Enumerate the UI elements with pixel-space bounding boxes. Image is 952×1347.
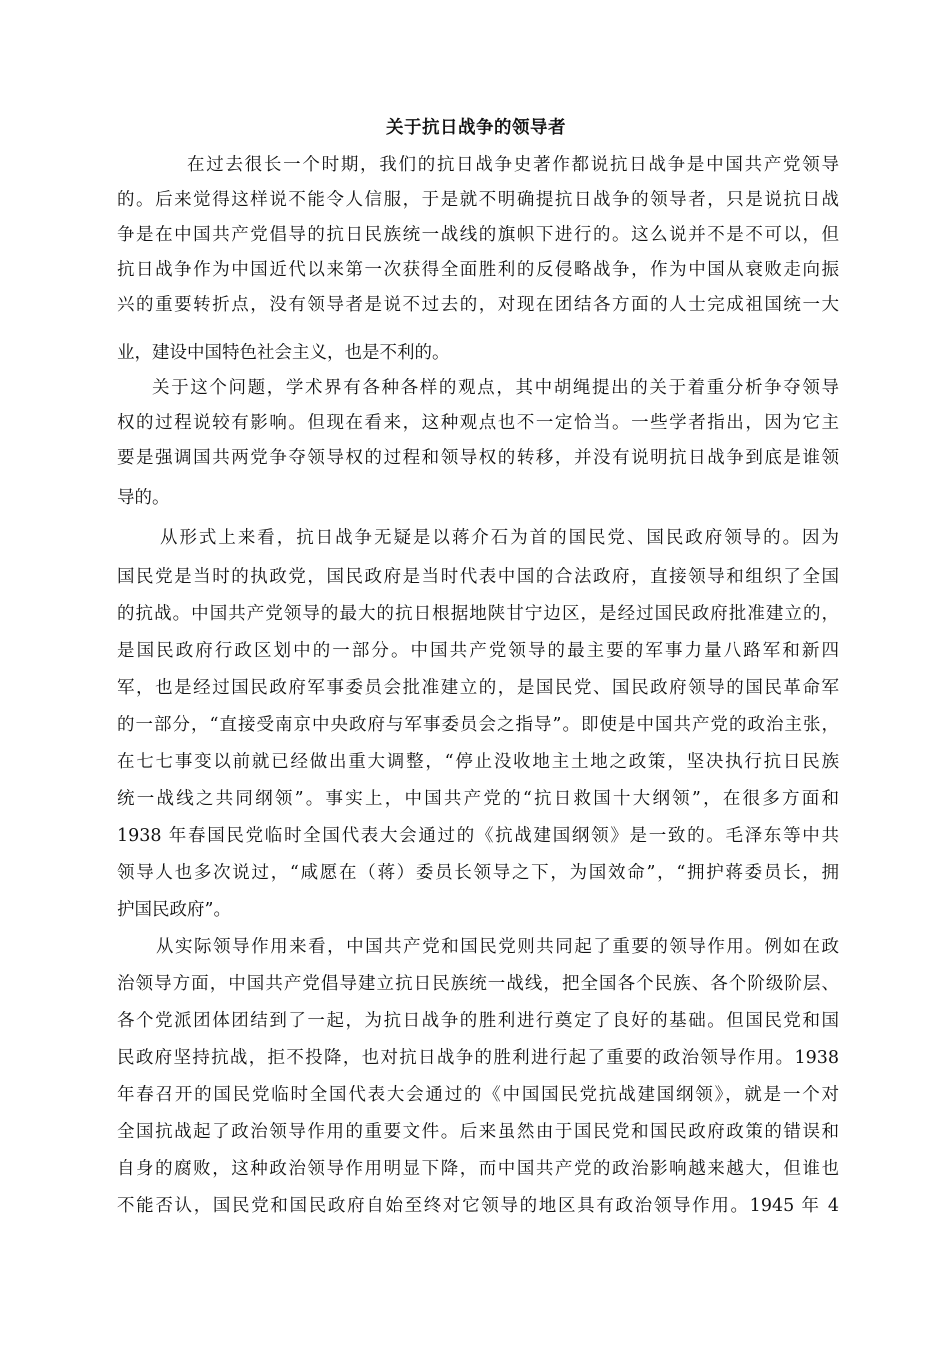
text-line: 全国抗战起了政治领导作用的重要文件。后来虽然由于国民党和国民政府政策的错误和 — [117, 1122, 839, 1142]
text-line: 军，也是经过国民政府军事委员会批准建立的，是国民党、国民政府领导的国民革命军 — [117, 678, 839, 698]
text-line: 国民党是当时的执政党，国民政府是当时代表中国的合法政府，直接领导和组织了全国 — [117, 567, 839, 587]
text-line: 业，建设中国特色社会主义，也是不利的。 — [117, 343, 450, 363]
text-line: 年春召开的国民党临时全国代表大会通过的《中国国民党抗战建国纲领》，就是一个对 — [117, 1085, 839, 1105]
text-line: 兴的重要转折点，没有领导者是说不过去的，对现在团结各方面的人士完成祖国统一大 — [117, 295, 839, 315]
text-line: 1938 年春国民党临时全国代表大会通过的《抗战建国纲领》是一致的。毛泽东等中共 — [117, 826, 839, 846]
text-line: 在七七事变以前就已经做出重大调整，“停止没收地主土地之政策，坚决执行抗日民族 — [117, 752, 839, 772]
text-line: 在过去很长一个时期，我们的抗日战争史著作都说抗日战争是中国共产党领导 — [187, 155, 839, 175]
document-title: 关于抗日战争的领导者 — [386, 118, 566, 138]
text-line: 护国民政府”。 — [117, 900, 231, 920]
text-line: 从形式上来看，抗日战争无疑是以蒋介石为首的国民党、国民政府领导的。因为 — [160, 528, 839, 548]
text-line: 导的。 — [117, 488, 170, 508]
text-line: 的抗战。中国共产党领导的最大的抗日根据地陕甘宁边区，是经过国民政府批准建立的， — [117, 604, 839, 624]
text-line: 从实际领导作用来看，中国共产党和国民党则共同起了重要的领导作用。例如在政 — [156, 937, 839, 957]
text-line: 关于这个问题，学术界有各种各样的观点，其中胡绳提出的关于着重分析争夺领导 — [152, 378, 839, 398]
text-line: 自身的腐败，这种政治领导作用明显下降，而中国共产党的政治影响越来越大，但谁也 — [117, 1159, 839, 1179]
text-line: 抗日战争作为中国近代以来第一次获得全面胜利的反侵略战争，作为中国从衰败走向振 — [117, 260, 839, 280]
text-line: 领导人也多次说过，“咸愿在（蒋）委员长领导之下，为国效命”，“拥护蒋委员长，拥 — [117, 863, 839, 883]
text-line: 争是在中国共产党倡导的抗日民族统一战线的旗帜下进行的。这么说并不是不可以，但 — [117, 225, 839, 245]
text-line: 要是强调国共两党争夺领导权的过程和领导权的转移，并没有说明抗日战争到底是谁领 — [117, 448, 839, 468]
text-line: 的。后来觉得这样说不能令人信服，于是就不明确提抗日战争的领导者，只是说抗日战 — [117, 190, 839, 210]
text-line: 不能否认，国民党和国民政府自始至终对它领导的地区具有政治领导作用。1945 年 4 — [117, 1196, 839, 1216]
text-line: 统一战线之共同纲领”。事实上，中国共产党的“抗日救国十大纲领”，在很多方面和 — [117, 789, 839, 809]
text-line: 权的过程说较有影响。但现在看来，这种观点也不一定恰当。一些学者指出，因为它主 — [117, 413, 839, 433]
text-line: 是国民政府行政区划中的一部分。中国共产党领导的最主要的军事力量八路军和新四 — [117, 641, 839, 661]
text-line: 民政府坚持抗战，拒不投降，也对抗日战争的胜利进行起了重要的政治领导作用。1938 — [117, 1048, 839, 1068]
text-line: 的一部分，“直接受南京中央政府与军事委员会之指导”。即使是中国共产党的政治主张， — [117, 715, 839, 735]
text-line: 各个党派团体团结到了一起，为抗日战争的胜利进行奠定了良好的基础。但国民党和国 — [117, 1011, 839, 1031]
text-line: 治领导方面，中国共产党倡导建立抗日民族统一战线，把全国各个民族、各个阶级阶层、 — [117, 974, 839, 994]
